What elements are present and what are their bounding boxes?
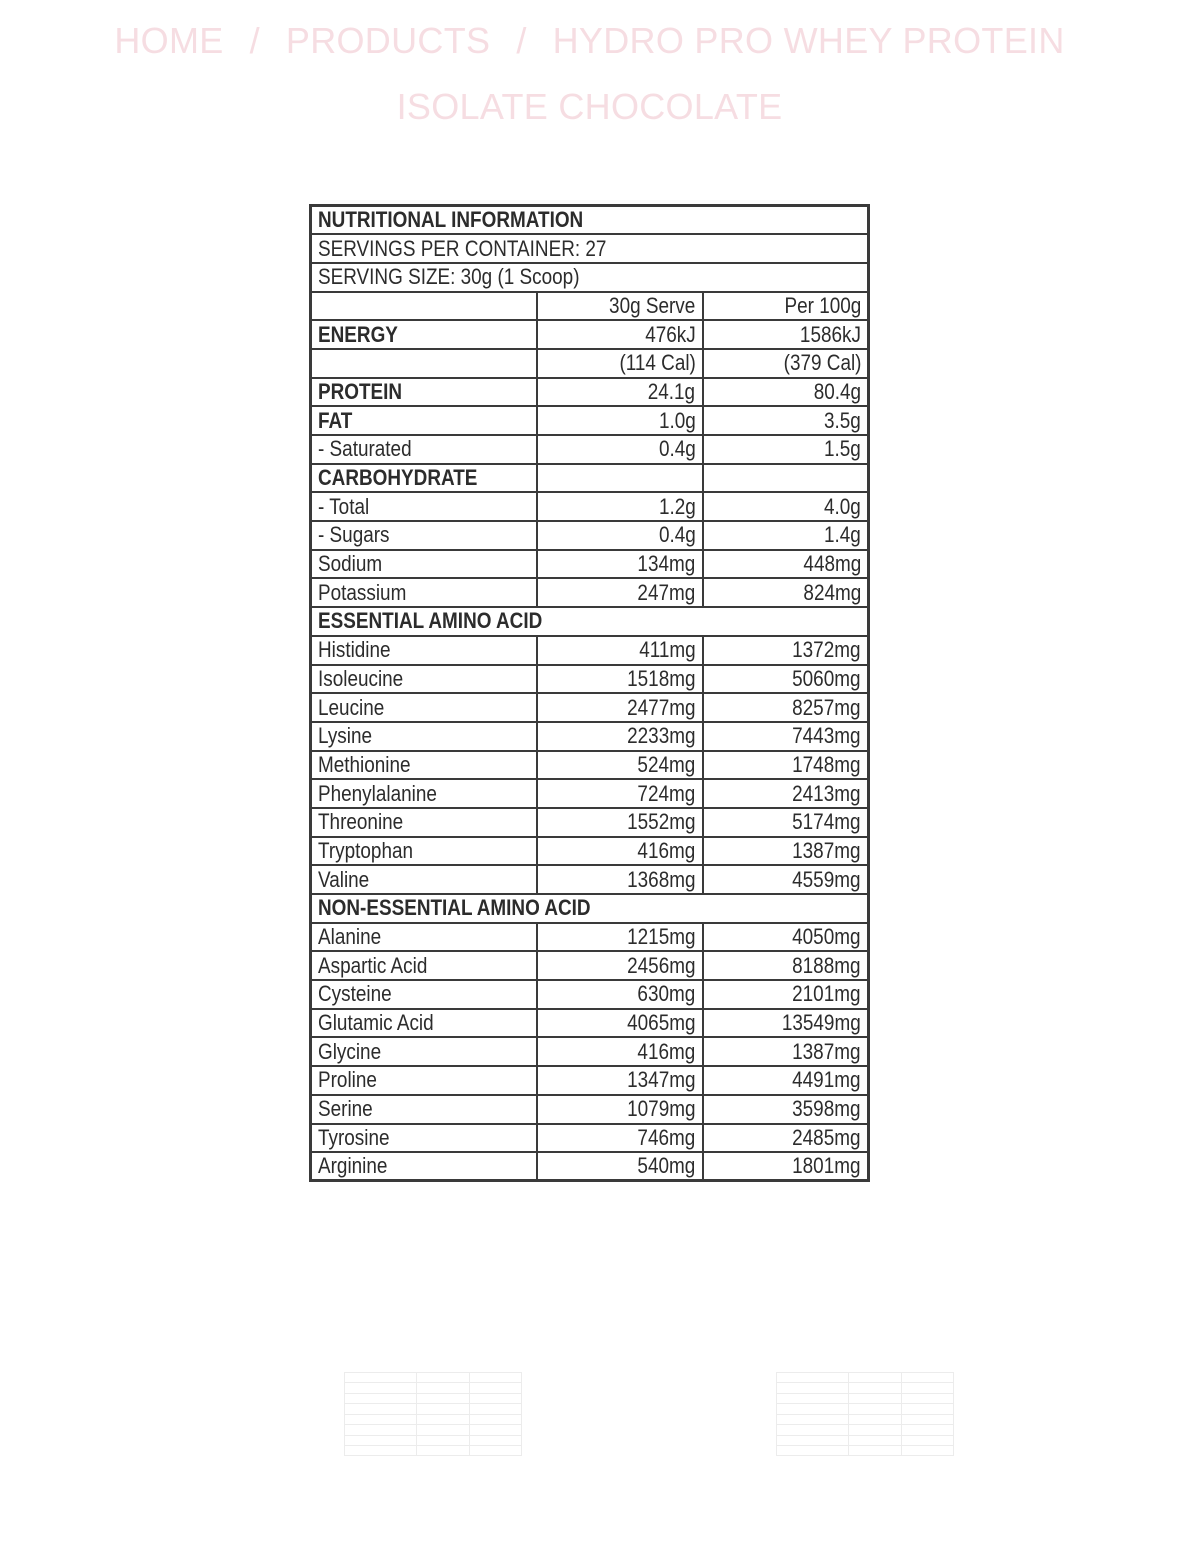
value-per-serve: 1079mg xyxy=(627,1096,696,1122)
value-per-serve-cell xyxy=(537,550,703,579)
value-per-100g: 2101mg xyxy=(792,981,861,1007)
value-per-serve-cell xyxy=(537,980,703,1009)
value-per-serve-cell xyxy=(537,1066,703,1095)
value-per-serve: 0.4g xyxy=(658,436,696,462)
value-per-serve-cell xyxy=(537,636,703,665)
column-header-serve: 30g Serve xyxy=(537,292,703,321)
value-per-serve: 24.1g xyxy=(648,378,696,404)
value-per-serve: 540mg xyxy=(637,1153,696,1179)
faded-table-thumbnail xyxy=(344,1372,522,1456)
value-per-100g-cell xyxy=(703,1066,869,1095)
value-per-serve-cell xyxy=(537,865,703,894)
nutrient-label: Tryptophan xyxy=(318,837,414,863)
value-per-serve-cell xyxy=(537,1095,703,1124)
column-header-per-100g: Per 100g xyxy=(703,292,869,321)
value-per-100g: 13549mg xyxy=(782,1010,861,1036)
nutrient-label: Glycine xyxy=(318,1038,382,1064)
value-per-100g-cell xyxy=(703,636,869,665)
column-header-row xyxy=(311,292,869,321)
section-header-cell xyxy=(311,607,869,636)
nutrient-label: - Saturated xyxy=(318,436,412,462)
nutrient-row xyxy=(311,464,869,493)
value-per-serve-cell xyxy=(537,951,703,980)
value-per-100g: 4050mg xyxy=(792,924,861,950)
nutrient-label-cell xyxy=(311,320,537,349)
value-per-serve-cell xyxy=(537,693,703,722)
section-header-row xyxy=(311,607,869,636)
value-per-serve: 1215mg xyxy=(627,924,696,950)
value-per-100g-cell xyxy=(703,1009,869,1038)
breadcrumb-current-page: HYDRO PRO WHEY PROTEIN ISOLATE CHOCOLATE xyxy=(396,20,1065,127)
nutrient-label-cell xyxy=(311,1037,537,1066)
value-per-100g: 7443mg xyxy=(792,723,861,749)
value-per-serve: 1368mg xyxy=(627,866,696,892)
nutrient-row xyxy=(311,722,869,751)
nutrient-row xyxy=(311,349,869,378)
section-header: ESSENTIAL AMINO ACID xyxy=(318,608,543,634)
nutrient-row xyxy=(311,1152,869,1181)
nutrient-label: Alanine xyxy=(318,924,382,950)
value-per-100g-cell xyxy=(703,923,869,952)
value-per-serve-cell xyxy=(537,665,703,694)
nutrient-row xyxy=(311,578,869,607)
value-per-serve-cell xyxy=(537,521,703,550)
nutrient-label-cell xyxy=(311,980,537,1009)
value-per-serve-cell xyxy=(537,779,703,808)
value-per-100g-cell xyxy=(703,1095,869,1124)
value-per-100g-cell xyxy=(703,1124,869,1153)
value-per-100g-cell xyxy=(703,837,869,866)
nutrition-table-body xyxy=(311,206,869,1181)
value-per-100g: 2413mg xyxy=(792,780,861,806)
servings-cell xyxy=(311,234,869,263)
nutrient-label-cell xyxy=(311,578,537,607)
value-per-100g-cell xyxy=(703,1037,869,1066)
breadcrumb-home-link[interactable]: HOME xyxy=(114,20,224,61)
value-per-100g-cell xyxy=(703,578,869,607)
value-per-100g: 1372mg xyxy=(792,637,861,663)
breadcrumb xyxy=(0,8,1179,140)
value-per-100g: 8257mg xyxy=(792,694,861,720)
value-per-100g-cell xyxy=(703,1152,869,1181)
value-per-serve-cell xyxy=(537,923,703,952)
nutrient-label-cell xyxy=(311,435,537,464)
value-per-serve: 724mg xyxy=(637,780,696,806)
value-per-100g: 80.4g xyxy=(813,378,861,404)
nutrient-row xyxy=(311,1124,869,1153)
value-per-100g-cell xyxy=(703,665,869,694)
nutrient-label: PROTEIN xyxy=(318,378,403,404)
nutrient-label: Phenylalanine xyxy=(318,780,437,806)
nutrient-label-cell xyxy=(311,378,537,407)
value-per-100g-cell xyxy=(703,435,869,464)
nutrient-label-cell xyxy=(311,865,537,894)
value-per-100g-cell xyxy=(703,722,869,751)
nutrient-label: Threonine xyxy=(318,809,404,835)
value-per-serve: 0.4g xyxy=(658,522,696,548)
value-per-100g: 1748mg xyxy=(792,751,861,777)
value-per-serve: 1518mg xyxy=(627,665,696,691)
section-header-cell xyxy=(311,894,869,923)
value-per-100g-cell xyxy=(703,693,869,722)
value-per-100g-cell xyxy=(703,550,869,579)
serving-size-cell xyxy=(311,263,869,292)
nutrient-label: - Total xyxy=(318,493,370,519)
nutrient-label: Glutamic Acid xyxy=(318,1010,434,1036)
breadcrumb-products-link[interactable]: PRODUCTS xyxy=(285,20,491,61)
serving-size: SERVING SIZE: 30g (1 Scoop) xyxy=(318,264,580,290)
value-per-serve-cell xyxy=(537,378,703,407)
nutrient-label-cell xyxy=(311,1095,537,1124)
breadcrumb-separator: / xyxy=(249,20,260,61)
nutrient-label-cell xyxy=(311,406,537,435)
value-per-serve: 524mg xyxy=(637,751,696,777)
nutrient-row xyxy=(311,665,869,694)
breadcrumb-separator: / xyxy=(516,20,527,61)
value-per-100g-cell xyxy=(703,378,869,407)
value-per-100g-cell xyxy=(703,751,869,780)
value-per-100g: 4.0g xyxy=(824,493,861,519)
value-per-100g: (379 Cal) xyxy=(783,350,861,376)
servings-row xyxy=(311,234,869,263)
nutrient-label: Leucine xyxy=(318,694,385,720)
value-per-100g: 1801mg xyxy=(792,1153,861,1179)
nutrient-row xyxy=(311,923,869,952)
nutrient-label: Lysine xyxy=(318,723,372,749)
value-per-serve: 134mg xyxy=(637,551,696,577)
value-per-serve-cell xyxy=(537,837,703,866)
value-per-serve: 1.0g xyxy=(658,407,696,433)
nutrient-label: Potassium xyxy=(318,579,407,605)
value-per-serve: 247mg xyxy=(637,579,696,605)
value-per-serve-cell xyxy=(537,578,703,607)
nutrient-label: ENERGY xyxy=(318,321,398,347)
value-per-serve: 1552mg xyxy=(627,809,696,835)
nutrient-label-cell xyxy=(311,492,537,521)
nutrient-label: Valine xyxy=(318,866,370,892)
nutrient-row xyxy=(311,435,869,464)
value-per-100g: 824mg xyxy=(803,579,861,605)
nutrient-label-cell xyxy=(311,837,537,866)
value-per-100g-cell xyxy=(703,980,869,1009)
value-per-100g-cell xyxy=(703,492,869,521)
nutrient-label-cell xyxy=(311,693,537,722)
value-per-100g: 448mg xyxy=(803,551,861,577)
value-per-serve-cell xyxy=(537,349,703,378)
value-per-serve-cell xyxy=(537,1037,703,1066)
value-per-serve-cell xyxy=(537,1009,703,1038)
nutrient-label-cell xyxy=(311,550,537,579)
nutrient-row xyxy=(311,865,869,894)
nutrition-title-cell xyxy=(311,206,869,235)
value-per-100g: 1.5g xyxy=(824,436,861,462)
value-per-100g: 5174mg xyxy=(792,809,861,835)
value-per-serve-cell xyxy=(537,1124,703,1153)
value-per-serve-cell xyxy=(537,722,703,751)
nutrient-row xyxy=(311,1066,869,1095)
nutrient-label-cell xyxy=(311,779,537,808)
value-per-serve: 416mg xyxy=(637,837,696,863)
nutrient-label-cell xyxy=(311,951,537,980)
value-per-serve: 411mg xyxy=(639,637,696,663)
nutrition-title-row xyxy=(311,206,869,235)
value-per-100g-cell xyxy=(703,779,869,808)
value-per-100g: 1586kJ xyxy=(799,321,861,347)
value-per-serve-cell xyxy=(537,492,703,521)
nutrient-label-cell xyxy=(311,1009,537,1038)
nutrient-row xyxy=(311,521,869,550)
nutrient-label-cell xyxy=(311,1124,537,1153)
nutrient-label-cell xyxy=(311,349,537,378)
value-per-serve: 746mg xyxy=(637,1124,696,1150)
section-header-row xyxy=(311,894,869,923)
value-per-serve: 2456mg xyxy=(627,952,696,978)
section-header: NON-ESSENTIAL AMINO ACID xyxy=(318,895,591,921)
nutrient-label-cell xyxy=(311,808,537,837)
nutrient-label-cell xyxy=(311,923,537,952)
value-per-100g-cell xyxy=(703,521,869,550)
nutrient-label: CARBOHYDRATE xyxy=(318,465,478,491)
nutrient-label-cell xyxy=(311,722,537,751)
faded-table-thumbnail xyxy=(776,1372,954,1456)
value-per-100g: 1387mg xyxy=(792,837,861,863)
value-per-100g-cell xyxy=(703,320,869,349)
nutrition-title: NUTRITIONAL INFORMATION xyxy=(318,207,584,233)
nutrient-label-cell xyxy=(311,1152,537,1181)
value-per-100g: 4559mg xyxy=(792,866,861,892)
nutrient-row xyxy=(311,837,869,866)
value-per-serve-cell xyxy=(537,1152,703,1181)
nutrient-label: Methionine xyxy=(318,751,411,777)
value-per-100g-cell xyxy=(703,865,869,894)
value-per-100g: 8188mg xyxy=(792,952,861,978)
nutrient-label: Cysteine xyxy=(318,981,392,1007)
value-per-serve: 1347mg xyxy=(627,1067,696,1093)
nutrient-row xyxy=(311,550,869,579)
value-per-serve-cell xyxy=(537,464,703,493)
value-per-100g: 1.4g xyxy=(824,522,861,548)
nutrient-row xyxy=(311,636,869,665)
nutrient-label: Histidine xyxy=(318,637,391,663)
nutrient-row xyxy=(311,808,869,837)
value-per-serve: 1.2g xyxy=(658,493,696,519)
nutrient-label: Serine xyxy=(318,1096,373,1122)
value-per-100g: 3.5g xyxy=(824,407,861,433)
value-per-100g-cell xyxy=(703,406,869,435)
value-per-100g: 1387mg xyxy=(792,1038,861,1064)
value-per-serve-cell xyxy=(537,435,703,464)
nutrition-facts-table xyxy=(309,204,870,1182)
nutrient-label: Isoleucine xyxy=(318,665,404,691)
nutrient-row xyxy=(311,751,869,780)
nutrient-label-cell xyxy=(311,636,537,665)
nutrient-row xyxy=(311,1095,869,1124)
nutrient-row xyxy=(311,980,869,1009)
nutrient-label-cell xyxy=(311,1066,537,1095)
serving-size-row xyxy=(311,263,869,292)
value-per-serve-cell xyxy=(537,406,703,435)
nutrient-label: Tyrosine xyxy=(318,1124,390,1150)
value-per-100g-cell xyxy=(703,951,869,980)
value-per-serve: 476kJ xyxy=(645,321,696,347)
nutrient-row xyxy=(311,951,869,980)
nutrient-label: Proline xyxy=(318,1067,377,1093)
value-per-serve: 2233mg xyxy=(627,723,696,749)
nutrient-row xyxy=(311,1009,869,1038)
nutrient-label: FAT xyxy=(318,407,353,433)
nutrient-label: Aspartic Acid xyxy=(318,952,428,978)
nutrient-row xyxy=(311,693,869,722)
value-per-100g: 5060mg xyxy=(792,665,861,691)
nutrient-label: Arginine xyxy=(318,1153,388,1179)
value-per-100g-cell xyxy=(703,464,869,493)
value-per-serve-cell xyxy=(537,808,703,837)
value-per-100g: 3598mg xyxy=(792,1096,861,1122)
nutrient-row xyxy=(311,406,869,435)
value-per-100g: 2485mg xyxy=(792,1124,861,1150)
value-per-serve: 2477mg xyxy=(627,694,696,720)
nutrient-label: - Sugars xyxy=(318,522,390,548)
nutrient-row xyxy=(311,378,869,407)
nutrient-label-cell xyxy=(311,751,537,780)
value-per-100g-cell xyxy=(703,808,869,837)
value-per-serve: (114 Cal) xyxy=(619,350,696,376)
nutrient-row xyxy=(311,320,869,349)
nutrient-row xyxy=(311,1037,869,1066)
nutrient-row xyxy=(311,492,869,521)
nutrient-label-cell xyxy=(311,665,537,694)
value-per-serve: 416mg xyxy=(637,1038,696,1064)
value-per-serve: 4065mg xyxy=(627,1010,696,1036)
value-per-serve-cell xyxy=(537,751,703,780)
servings-per-container: SERVINGS PER CONTAINER: 27 xyxy=(318,235,607,261)
nutrient-row xyxy=(311,779,869,808)
nutrient-label-cell xyxy=(311,464,537,493)
nutrient-label-cell xyxy=(311,521,537,550)
nutrient-label: Sodium xyxy=(318,551,383,577)
column-header-blank xyxy=(311,292,537,321)
value-per-serve-cell xyxy=(537,320,703,349)
value-per-100g: 4491mg xyxy=(792,1067,861,1093)
value-per-serve: 630mg xyxy=(637,981,696,1007)
value-per-100g-cell xyxy=(703,349,869,378)
